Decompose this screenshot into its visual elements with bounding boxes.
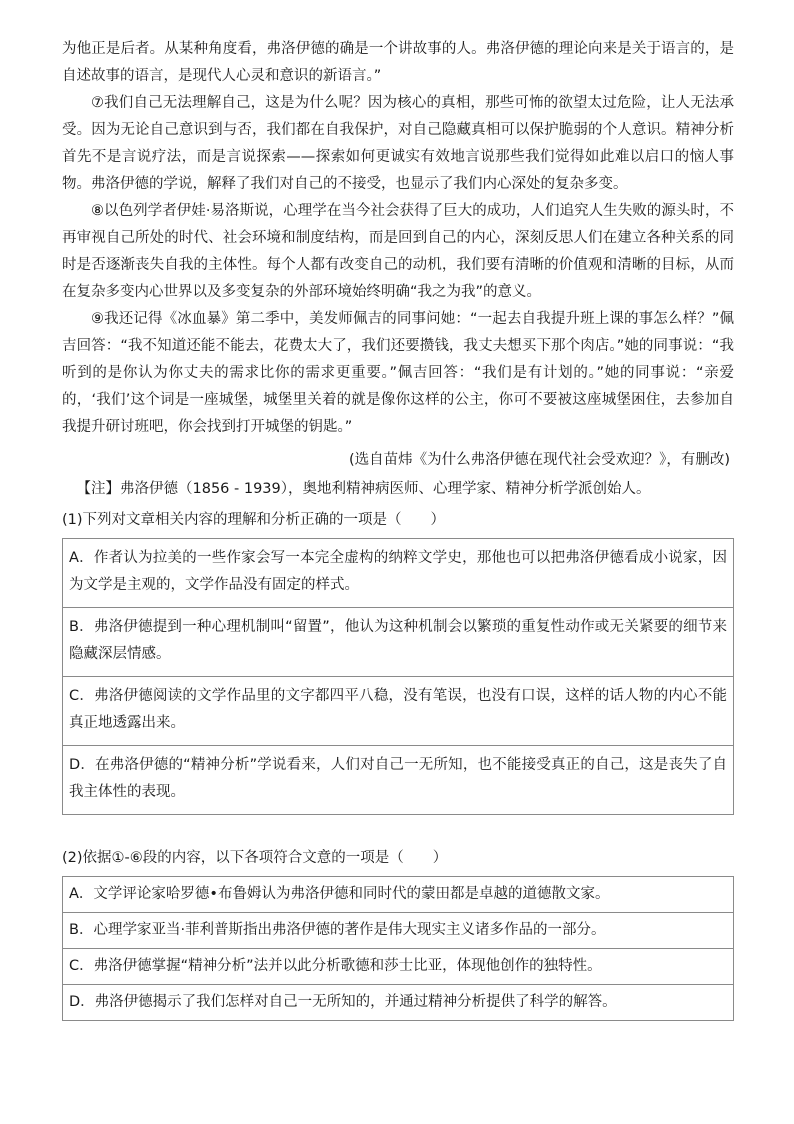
option-b[interactable]: B．弗洛伊德提到一种心理机制叫“留置”，他认为这种机制会以繁琐的重复性动作或无关紧要的细节来隐藏深层情感。	[63, 608, 733, 677]
passage-paragraph: ⑨我还记得《冰血暴》第二季中，美发师佩吉的同事问她：“一起去自我提升班上课的事怎么样？”佩吉回答：“我不知道还能不能去，花费太大了，我们还要攒钱，我丈夫想买下那个肉店。”她的同事说：“我听到的是你认为你丈夫的需求比你的需求更重要。”佩吉回答：“我们是有计划的。”她的同事说：“亲爱的，‘我们’这个词是一座城堡，城堡里关着的就是像你这样的公主，你可不要被这座城堡困住，去参加自我提升研讨班吧，你会找到打开城堡的钥匙。”	[62, 311, 734, 435]
option-a[interactable]: A．文学评论家哈罗德•布鲁姆认为弗洛伊德和同时代的蒙田都是卓越的道德散文家。	[63, 877, 733, 913]
question-stem: (2)依据①-⑥段的内容，以下各项符合文意的一项是（ ）	[62, 850, 448, 866]
option-list	[62, 538, 734, 815]
option-a[interactable]: A．作者认为拉美的一些作家会写一本完全虚构的纳粹文学史，那他也可以把弗洛伊德看成小说家，因为文学是主观的，文学作品没有固定的样式。	[63, 539, 733, 608]
option-b[interactable]: B．心理学家亚当·菲利普斯指出弗洛伊德的著作是伟大现实主义诸多作品的一部分。	[63, 913, 733, 949]
option-c[interactable]: C．弗洛伊德阅读的文学作品里的文字都四平八稳，没有笔误，也没有口误，这样的话人物的内心不能真正地透露出来。	[63, 677, 733, 746]
option-list	[62, 876, 734, 1021]
option-c[interactable]: C．弗洛伊德掌握“精神分析”法并以此分析歌德和莎士比亚，体现他创作的独特性。	[63, 949, 733, 985]
question-stem: (1)下列对文章相关内容的理解和分析正确的一项是（ ）	[62, 512, 446, 528]
document-page	[62, 36, 734, 1021]
option-d[interactable]: D．弗洛伊德揭示了我们怎样对自己一无所知的，并通过精神分析提供了科学的解答。	[69, 994, 617, 1010]
option-d[interactable]: D．在弗洛伊德的“精神分析”学说看来，人们对自己一无所知，也不能接受真正的自己，这是丧失了自我主体性的表现。	[69, 757, 727, 800]
passage-source: (选自苗炜《为什么弗洛伊德在现代社会受欢迎？》，有删改)	[348, 452, 730, 468]
passage-paragraph: ⑦我们自己无法理解自己，这是为什么呢？因为核心的真相，那些可怖的欲望太过危险，让人无法承受。因为无论自己意识到与否，我们都在自我保护，对自己隐藏真相可以保护脆弱的个人意识。精神分析首先不是言说疗法，而是言说探索——探索如何更诚实有效地言说那些我们觉得如此难以启口的恼人事物。弗洛伊德的学说，解释了我们对自己的不接受，也显示了我们内心深处的复杂多变。	[62, 95, 734, 192]
passage	[62, 36, 734, 503]
question-1	[62, 507, 734, 815]
passage-paragraph: ⑧以色列学者伊娃·易洛斯说，心理学在当今社会获得了巨大的成功，人们追究人生失败的源头时，不再审视自己所处的时代、社会环境和制度结构，而是回到自己的内心，深刻反思人们在建立各种关系的同时是否逐渐丧失自我的主体性。每个人都有改变自己的动机，我们要有清晰的价值观和清晰的目标，从而在复杂多变内心世界以及多变复杂的外部环境始终明确“我之为我”的意义。	[62, 203, 734, 300]
author-note: 【注】弗洛伊德（1856 - 1939），奥地利精神病医师、心理学家、精神分析学派创始人。	[76, 481, 651, 497]
question-2	[62, 845, 734, 1021]
passage-paragraph: 为他正是后者。从某种角度看，弗洛伊德的确是一个讲故事的人。弗洛伊德的理论向来是关于语言的，是自述故事的语言，是现代人心灵和意识的新语言。”	[62, 41, 734, 84]
